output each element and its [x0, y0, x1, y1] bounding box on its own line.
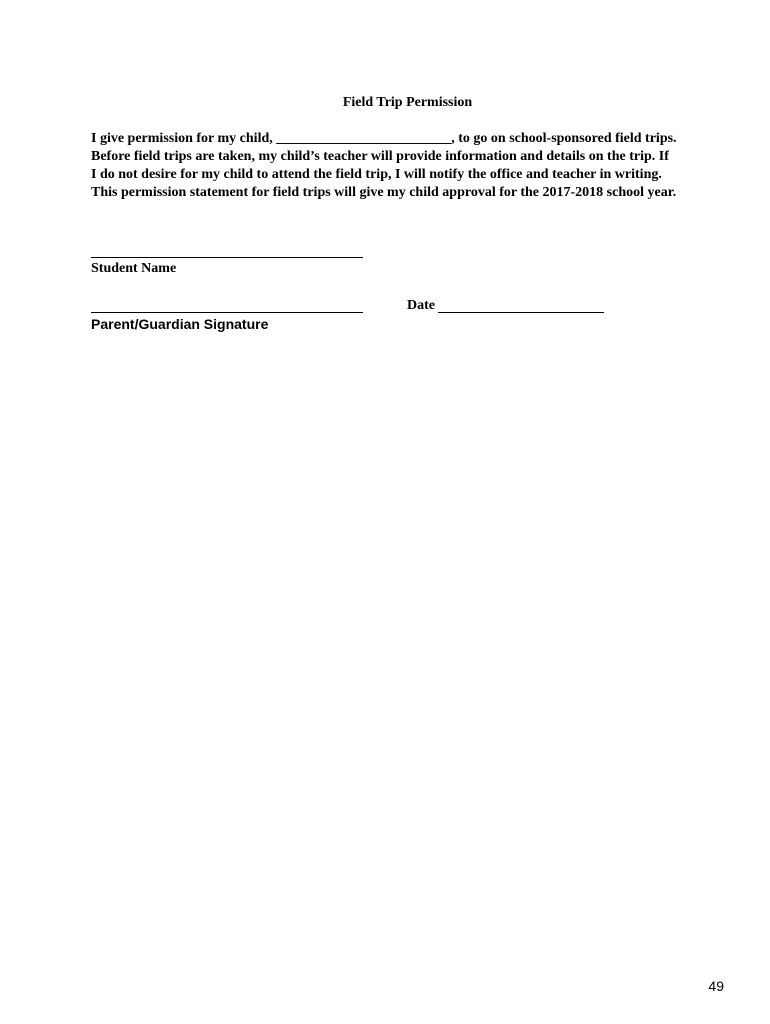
date-line[interactable] [438, 312, 604, 313]
paragraph-line: This permission statement for field trips will give my child approval for the 2017-2018 school year. [91, 185, 677, 200]
paragraph-line: I give permission for my child, _________________________, to go on school-sponsored field trips. [91, 131, 677, 146]
date-label: Date [407, 298, 435, 313]
student-name-line[interactable] [91, 257, 363, 258]
parent-signature-line[interactable] [91, 312, 363, 313]
permission-paragraph [91, 130, 731, 202]
page-number: 49 [708, 978, 724, 994]
parent-signature-label: Parent/Guardian Signature [91, 316, 269, 332]
document-title: Field Trip Permission [342, 95, 473, 110]
paragraph-line: Before field trips are taken, my child’s teacher will provide information and details on the trip. If [91, 149, 669, 164]
paragraph-line: I do not desire for my child to attend the field trip, I will notify the office and teacher in writing. [91, 167, 662, 182]
student-name-label: Student Name [91, 261, 177, 276]
